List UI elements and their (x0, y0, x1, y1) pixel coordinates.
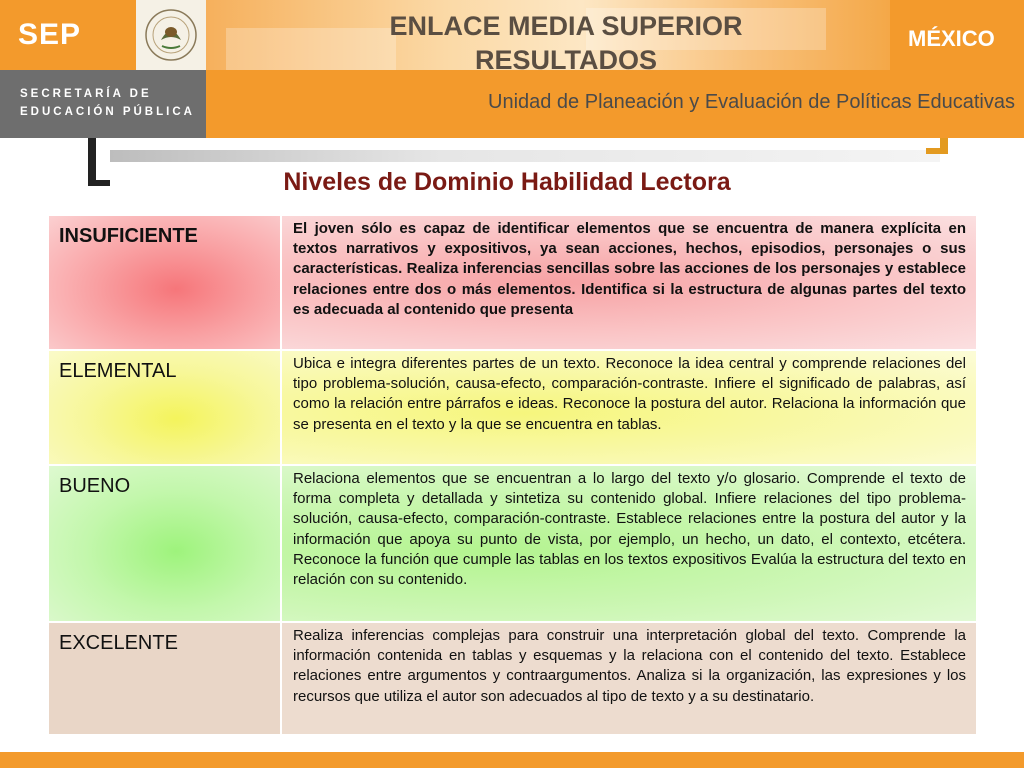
level-name: EXCELENTE (49, 623, 280, 734)
header-title-line-2: RESULTADOS (475, 45, 657, 75)
eagle-seal-icon (144, 8, 198, 62)
level-row-bueno (49, 466, 976, 623)
level-name: INSUFICIENTE (49, 216, 280, 349)
secretaria-block (0, 70, 206, 138)
level-name: ELEMENTAL (49, 351, 280, 464)
level-description: El joven sólo es capaz de identificar elementos que se encuentra de manera explícita en textos narrativos y expositivos, ya sean acciones, hechos, episodios, personajes o sus características. Realiza inferencias sencillas sobre las acciones de los personajes y establece relaciones entre dos o más elementos. Identifica si la estructura de algunas partes del texto es adecuada al contenido que presenta (280, 216, 976, 349)
header-subtitle: Unidad de Planeación y Evaluación de Políticas Educativas (488, 91, 1015, 113)
level-description: Realiza inferencias complejas para construir una interpretación global del texto. Comprende la información contenida en tablas y esquemas y la relaciona con el contenido del texto. Establece relaciones entre argumentos y contraargumentos. Analiza si la organización, las expresiones y los recursos que utiliza el autor son adecuados al tipo de texto y a su destinatario. (280, 623, 976, 734)
sep-logo: SEP (18, 18, 82, 51)
levels-table (49, 216, 976, 734)
divider-line (110, 150, 940, 162)
mexico-logo: MÉXICO (908, 26, 995, 51)
left-bracket-decoration (88, 138, 96, 186)
level-description: Ubica e integra diferentes partes de un texto. Reconoce la idea central y comprende relaciones del tipo problema-solución, causa-efecto, comparación-contraste. Infiere el significado de palabras, así como la relación entre párrafos e ideas. Reconoce la postura del autor. Relaciona la información que se presenta en el texto y la que se encuentra en tablas. (280, 351, 976, 464)
header (0, 0, 1024, 138)
footer-bar (0, 752, 1024, 768)
secretaria-line-2: EDUCACIÓN PÚBLICA (20, 106, 195, 118)
page-title: Niveles de Dominio Habilidad Lectora (283, 168, 731, 196)
level-row-insuficiente (49, 216, 976, 351)
header-title-line-1: ENLACE MEDIA SUPERIOR (389, 11, 743, 41)
secretaria-line-1: SECRETARÍA DE (20, 88, 152, 100)
level-description: Relaciona elementos que se encuentran a lo largo del texto y/o glosario. Comprende el texto de forma completa y detallada y sintetiza su contenido global. Infiere relaciones del tipo problema-solución, causa-efecto, comparación-contraste. Establece relaciones entre la postura del autor y la información que apoya su punto de vista, por ejemplo, un hecho, un dato, el contexto, etcétera. Reconoce la función que cumple las tablas en los textos expositivos Evalúa la estructura del texto en relación con su contenido. (280, 466, 976, 621)
level-row-excelente (49, 623, 976, 734)
level-name: BUENO (49, 466, 280, 621)
level-row-elemental (49, 351, 976, 466)
mexico-seal-icon (136, 0, 206, 70)
sep-logo-block (0, 0, 136, 70)
right-bracket-foot-decoration (926, 148, 948, 154)
